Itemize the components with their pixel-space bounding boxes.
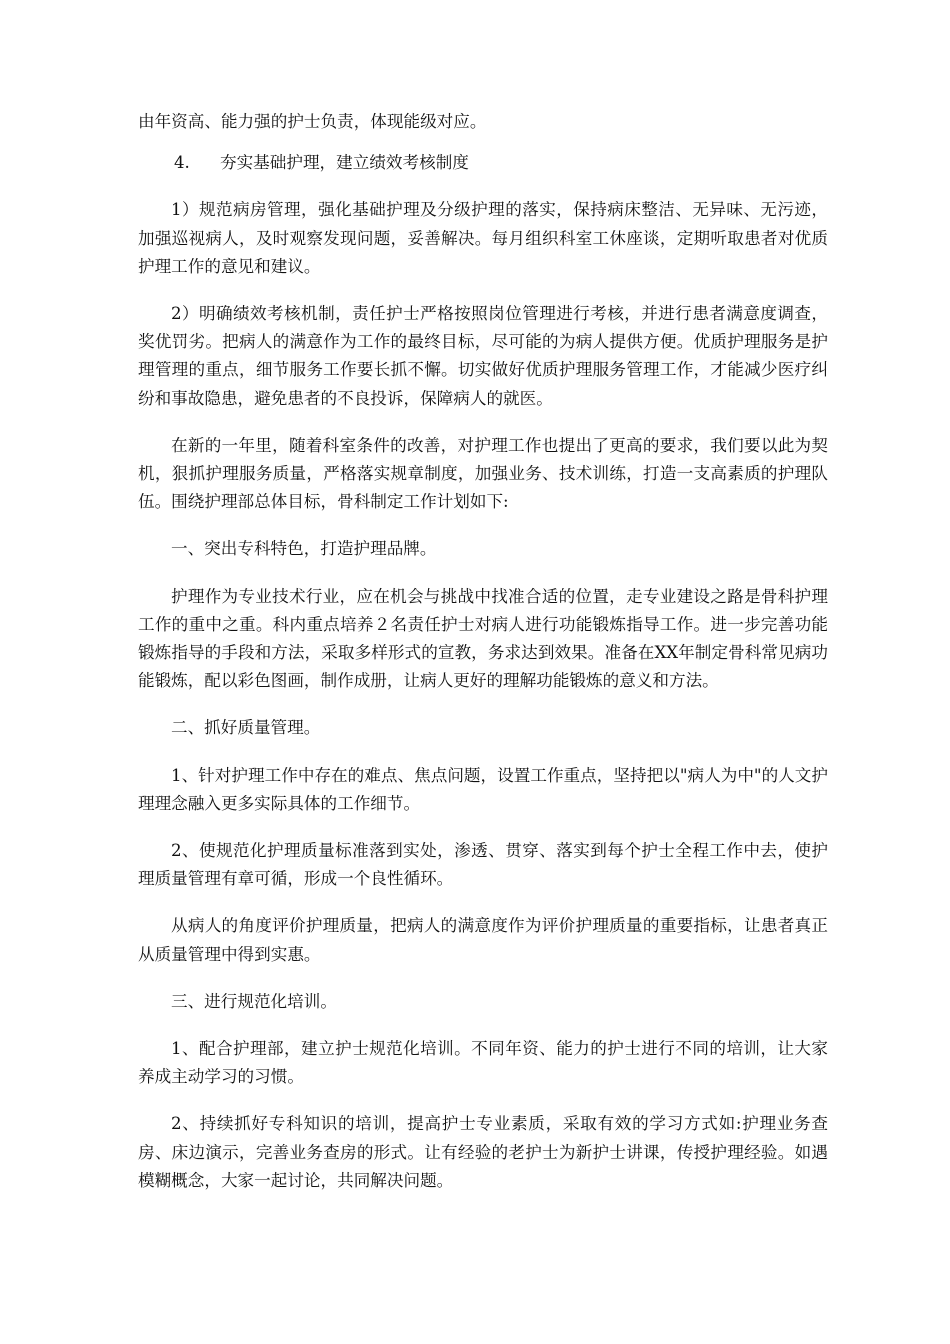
paragraph-new-year-plan: 在新的一年里，随着科室条件的改善，对护理工作也提出了更高的要求，我们要以此为契机，狠抓护理服务质量，严格落实规章制度，加强业务、技术训练，打造一支高素质的护理队伍。围绕护理部总体目标，骨科制定工作计划如下: [138, 435, 828, 512]
heading-text: 夯实基础护理，建立绩效考核制度 [220, 153, 469, 173]
paragraph-performance-assessment: 2）明确绩效考核机制，责任护士严格按照岗位管理进行考核，并进行患者满意度调查，奖优罚劣。把病人的满意作为工作的最终目标，尽可能的为病人提供方便。优质护理服务是护理管理的重点，细节服务工作要长抓不懈。切实做好优质护理服务管理工作，才能减少医疗纠纷和事故隐患，避免患者的不良投诉，保障病人的就医。 [138, 304, 828, 408]
paragraph-training-2: 2、持续抓好专科知识的培训，提高护士专业素质，采取有效的学习方式如:护理业务查房、床边演示，完善业务查房的形式。让有经验的老护士为新护士讲课，传授护理经验。如遇模糊概念，大家一起讨论，共同解决问题。 [138, 1114, 828, 1190]
paragraph-specialty-branding: 护理作为专业技术行业，应在机会与挑战中找准合适的位置，走专业建设之路是骨科护理工作的重中之重。科内重点培养２名责任护士对病人进行功能锻炼指导工作。进一步完善功能锻炼指导的手段和方法，采取多样形式的宣教，务求达到效果。准备在XX年制定骨科常见病功能锻炼，配以彩色图画，制作成册，让病人更好的理解功能锻炼的意义和方法。 [138, 586, 828, 691]
paragraph-patient-evaluation: 从病人的角度评价护理质量，把病人的满意度作为评价护理质量的重要指标，让患者真正从质量管理中得到实惠。 [138, 916, 828, 964]
paragraph-training-1: 1、配合护理部，建立护士规范化培训。不同年资、能力的护士进行不同的培训，让大家养成主动学习的习惯。 [138, 1039, 828, 1087]
heading-number: 4. [174, 153, 190, 173]
document-page [138, 108, 828, 1195]
section-heading-4 [138, 149, 828, 177]
section-heading-quality: 二、抓好质量管理。 [171, 718, 321, 738]
paragraph-quality-1: 1、针对护理工作中存在的难点、焦点问题，设置工作重点，坚持把以"病人为中"的人文护理理念融入更多实际具体的工作细节。 [138, 765, 828, 813]
paragraph-quality-2: 2、使规范化护理质量标准落到实处，渗透、贯穿、落实到每个护士全程工作中去，使护理质量管理有章可循，形成一个良性循环。 [138, 841, 828, 889]
section-heading-specialty: 一、突出专科特色，打造护理品牌。 [171, 539, 437, 559]
section-heading-training: 三、进行规范化培训。 [171, 991, 337, 1011]
paragraph-continuation: 由年资高、能力强的护士负责，体现能级对应。 [138, 112, 487, 131]
paragraph-ward-management: 1）规范病房管理，强化基础护理及分级护理的落实，保持病床整洁、无异味、无污迹，加强巡视病人，及时观察发现问题，妥善解决。每月组织科室工休座谈，定期听取患者对优质护理工作的意见和建议。 [138, 200, 828, 276]
